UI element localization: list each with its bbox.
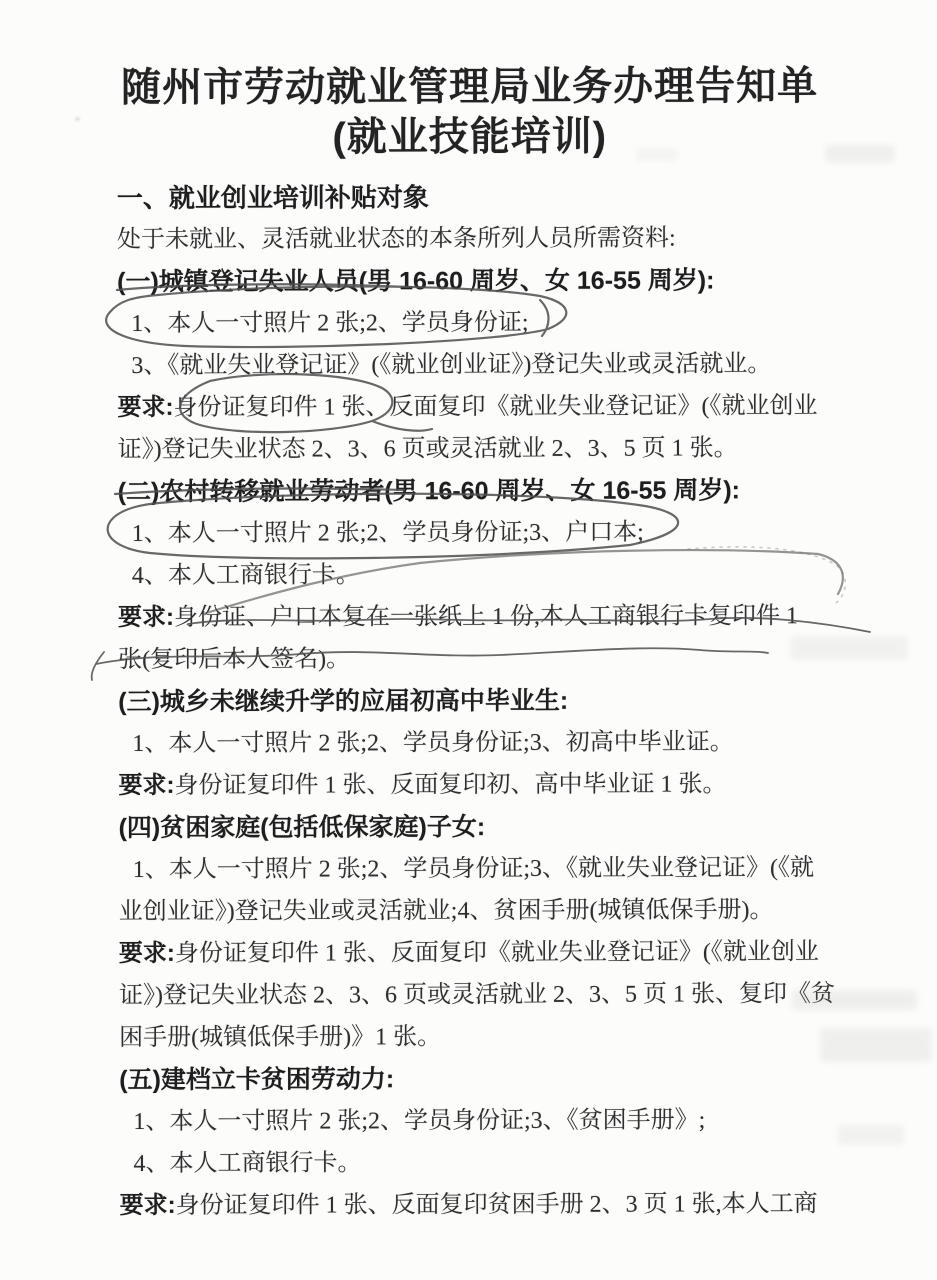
group-4-heading: (四)贫困家庭(包括低保家庭)子女: [118,813,486,843]
requirement-label: 要求: [119,1191,176,1220]
document-content [116,0,885,1227]
group-4-requirement-line: 困手册(城镇低保手册)》1 张。 [119,1024,442,1052]
group-3-item-line: 1、本人一寸照片 2 张;2、学员身份证;3、初高中毕业证。 [132,729,734,757]
requirement-text: 身份证复印件 1 张、反面复印《就业失业登记证》(《就业创业 [174,939,819,967]
requirement-text: 身份证复印件 1 张、反面复印初、高中毕业证 1 张。 [174,771,727,799]
document-subtitle: (就业技能培训) [332,114,608,160]
group-3 [118,679,884,807]
requirement-label: 要求: [118,771,175,800]
group-4 [119,805,886,1059]
scan-speck [75,117,80,121]
requirement-text: 身份证复印件 1 张、反面复印贫困手册 2、3 页 1 张,本人工商 [175,1191,818,1219]
group-2-item-line: 1、本人一寸照片 2 张;2、学员身份证;3、户口本; [131,519,644,547]
document-title: 随州市劳动就业管理局业务办理告知单 [121,64,819,110]
group-1-requirement-line [117,385,883,429]
group-5 [119,1057,885,1227]
requirement-label: 要求: [117,603,175,632]
group-2 [118,469,885,681]
group-1-heading: (一)城镇登记失业人员(男 16-60 周岁、女 16-55 周岁): [117,266,715,297]
requirement-label: 要求: [118,939,175,968]
group-3-requirement-line [118,763,884,807]
group-2-heading: (二)农村转移就业劳动者(男 16-60 周岁、女 16-55 周岁): [117,476,741,507]
requirement-label: 要求: [117,393,174,422]
group-4-requirement-line: 证》)登记失业状态 2、3、6 页或灵活就业 2、3、5 页 1 张、复印《贫 [118,981,836,1010]
requirement-text: 身份证、户口本复在一张纸上 1 份,本人工商银行卡复印件 1 [173,603,799,631]
group-1-item-line: 3、《就业失业登记证》(《就业创业证》)登记失业或灵活就业。 [131,351,772,379]
group-5-requirement-line [119,1183,885,1227]
group-2-requirement-line: 张(复印后本人签名)。 [118,646,351,674]
requirement-text: 身份证复印件 1 张、反面复印《就业失业登记证》(《就业创业 [173,393,818,421]
intro-line: 处于未就业、灵活就业状态的本条所列人员所需资料: [116,225,676,254]
group-1 [117,259,884,471]
group-4-item-line: 1、本人一寸照片 2 张;2、学员身份证;3、《就业失业登记证》(《就 [132,855,815,883]
group-5-item-line: 1、本人一寸照片 2 张;2、学员身份证;3、《贫困手册》; [133,1107,706,1135]
group-1-requirement-line: 证》)登记失业状态 2、3、6 页或灵活就业 2、3、5 页 1 张。 [117,435,738,464]
group-3-heading: (三)城乡未继续升学的应届初高中毕业生: [118,686,569,717]
group-2-requirement-line [118,595,884,639]
group-5-item-line: 4、本人工商银行卡。 [133,1150,362,1177]
document-title-block [87,61,853,163]
group-4-requirement-line [119,931,885,975]
group-5-heading: (五)建档立卡贫困劳动力: [119,1065,395,1095]
pen-wavy-underline-requirement-2b-tail [92,652,104,680]
section-heading: 一、就业创业培训补贴对象 [116,182,429,214]
group-1-item-line: 1、本人一寸照片 2 张;2、学员身份证; [131,309,529,337]
group-2-item-line: 4、本人工商银行卡。 [131,562,360,589]
group-4-item-line: 业创业证》)登记失业或灵活就业;4、贫困手册(城镇低保手册)。 [118,897,774,926]
